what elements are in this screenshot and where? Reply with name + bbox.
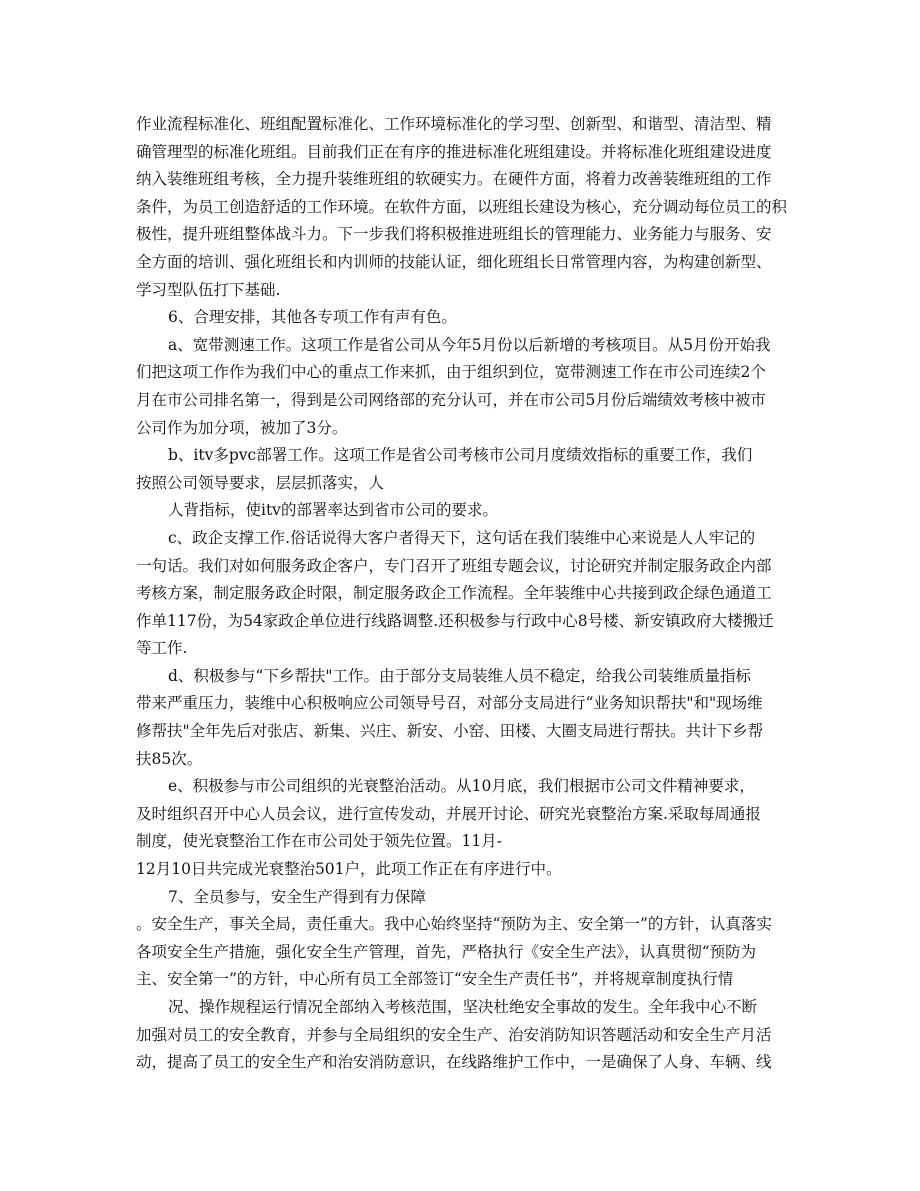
text-line: 动，提高了员工的安全生产和治安消防意识，在线路维护工作中，一是确保了人身、车辆、线 [136, 1053, 772, 1072]
text-line: 作业流程标准化、班组配置标准化、工作环境标准化的学习型、创新型、和谐型、清洁型、精 [136, 115, 772, 133]
text-line: a、宽带测速工作。这项工作是省公司从今年5月份以后新增的考核项目。从5月份开始我 [168, 335, 771, 354]
text-line: 考核方案，制定服务政企时限，制定服务政企工作流程。全年装维中心共接到政企绿色通道工 [136, 584, 772, 603]
text-line: 纳入装维班组考核，全力提升装维班组的软硬实力。在硬件方面，将着力改善装维班组的工作 [136, 170, 772, 189]
text-line: 及时组织召开中心人员会议，进行宣传发动，并展开讨论、研究光衰整治方案.采取每周通报 [136, 804, 761, 823]
text-line: 按照公司领导要求，层层抓落实，人 [136, 473, 385, 492]
text-line: d、积极参与“下乡帮扶"工作。由于部分支局装维人员不稳定，给我公司装维质量指标 [168, 666, 751, 685]
body-text [136, 111, 786, 1077]
text-line: 7、全员参与，安全生产得到有力保障 [168, 887, 426, 906]
text-line: 12月10日共完成光衰整治501户，此项工作正在有序进行中。 [136, 860, 562, 879]
text-line: 主、安全第一”的方针，中心所有员工全部签订“安全生产责任书”，并将规章制度执行情 [136, 970, 734, 989]
text-line: 各项安全生产措施，强化安全生产管理，首先，严格执行《安全生产法》，认真贯彻“预防为 [136, 942, 757, 961]
text-line: 公司作为加分项，被加了3分。 [136, 418, 348, 437]
text-line: b、itv多pvc部署工作。这项工作是省公司考核市公司月度绩效指标的重要工作，我们 [168, 446, 753, 465]
text-line: 制度，使光衰整治工作在市公司处于领先位置。11月- [136, 832, 502, 851]
text-line: 学习型队伍打下基础. [136, 280, 281, 299]
text-line: 一句话。我们对如何服务政企客户，专门召开了班组专题会议，讨论研究并制定服务政企内部 [136, 556, 772, 575]
text-line: c、政企支撑工作.俗话说得大客户者得天下，这句话在我们装维中心来说是人人牢记的 [168, 528, 756, 547]
text-line: 月在市公司排名第一，得到是公司网络部的充分认可，并在市公司5月份后端绩效考核中被市 [136, 390, 766, 409]
text-line: 。安全生产，事关全局，责任重大。我中心始终坚持“预防为主、安全第一”的方针，认真落实 [136, 915, 772, 934]
text-line: 修帮扶"全年先后对张店、新集、兴庄、新安、小窑、田楼、大圈支局进行帮扶。共计下乡帮 [136, 722, 764, 741]
text-line: 条件，为员工创造舒适的工作环境。在软件方面，以班组长建设为核心，充分调动每位员工的积 [136, 197, 788, 216]
text-line: 加强对员工的安全教育，并参与全局组织的安全生产、治安消防知识答题活动和安全生产月活 [136, 1025, 772, 1044]
text-line: 们把这项工作作为我们中心的重点工作来抓，由于组织到位，宽带测速工作在市公司连续2个 [136, 363, 766, 382]
text-line: 全方面的培训、强化班组长和内训师的技能认证，细化班组长日常管理内容，为构建创新型、 [136, 252, 772, 271]
text-line: 确管理型的标准化班组。目前我们正在有序的推进标准化班组建设。并将标准化班组建设进度 [136, 142, 772, 161]
text-line: e、积极参与市公司组织的光衰整治活动。从10月底，我们根据市公司文件精神要求， [168, 777, 755, 796]
text-line: 6、合理安排，其他各专项工作有声有色。 [168, 308, 457, 327]
text-line: 扶85次。 [136, 749, 203, 768]
text-line: 极性，提升班组整体战斗力。下一步我们将积极推进班组长的管理能力、业务能力与服务、安 [136, 225, 772, 244]
text-line: 等工作. [136, 639, 188, 658]
text-line: 作单117份，为54家政企单位进行线路调整.还积极参与行政中心8号楼、新安镇政府大楼搬迁 [136, 611, 774, 630]
text-line: 带来严重压力，装维中心积极响应公司领导号召，对部分支局进行“业务知识帮扶"和"现场维 [136, 694, 763, 713]
text-line: 况、操作规程运行情况全部纳入考核范围，坚决杜绝安全事故的发生。全年我中心不断 [168, 998, 758, 1016]
text-line: 人背指标，使itv的部署率达到省市公司的要求。 [168, 501, 498, 520]
